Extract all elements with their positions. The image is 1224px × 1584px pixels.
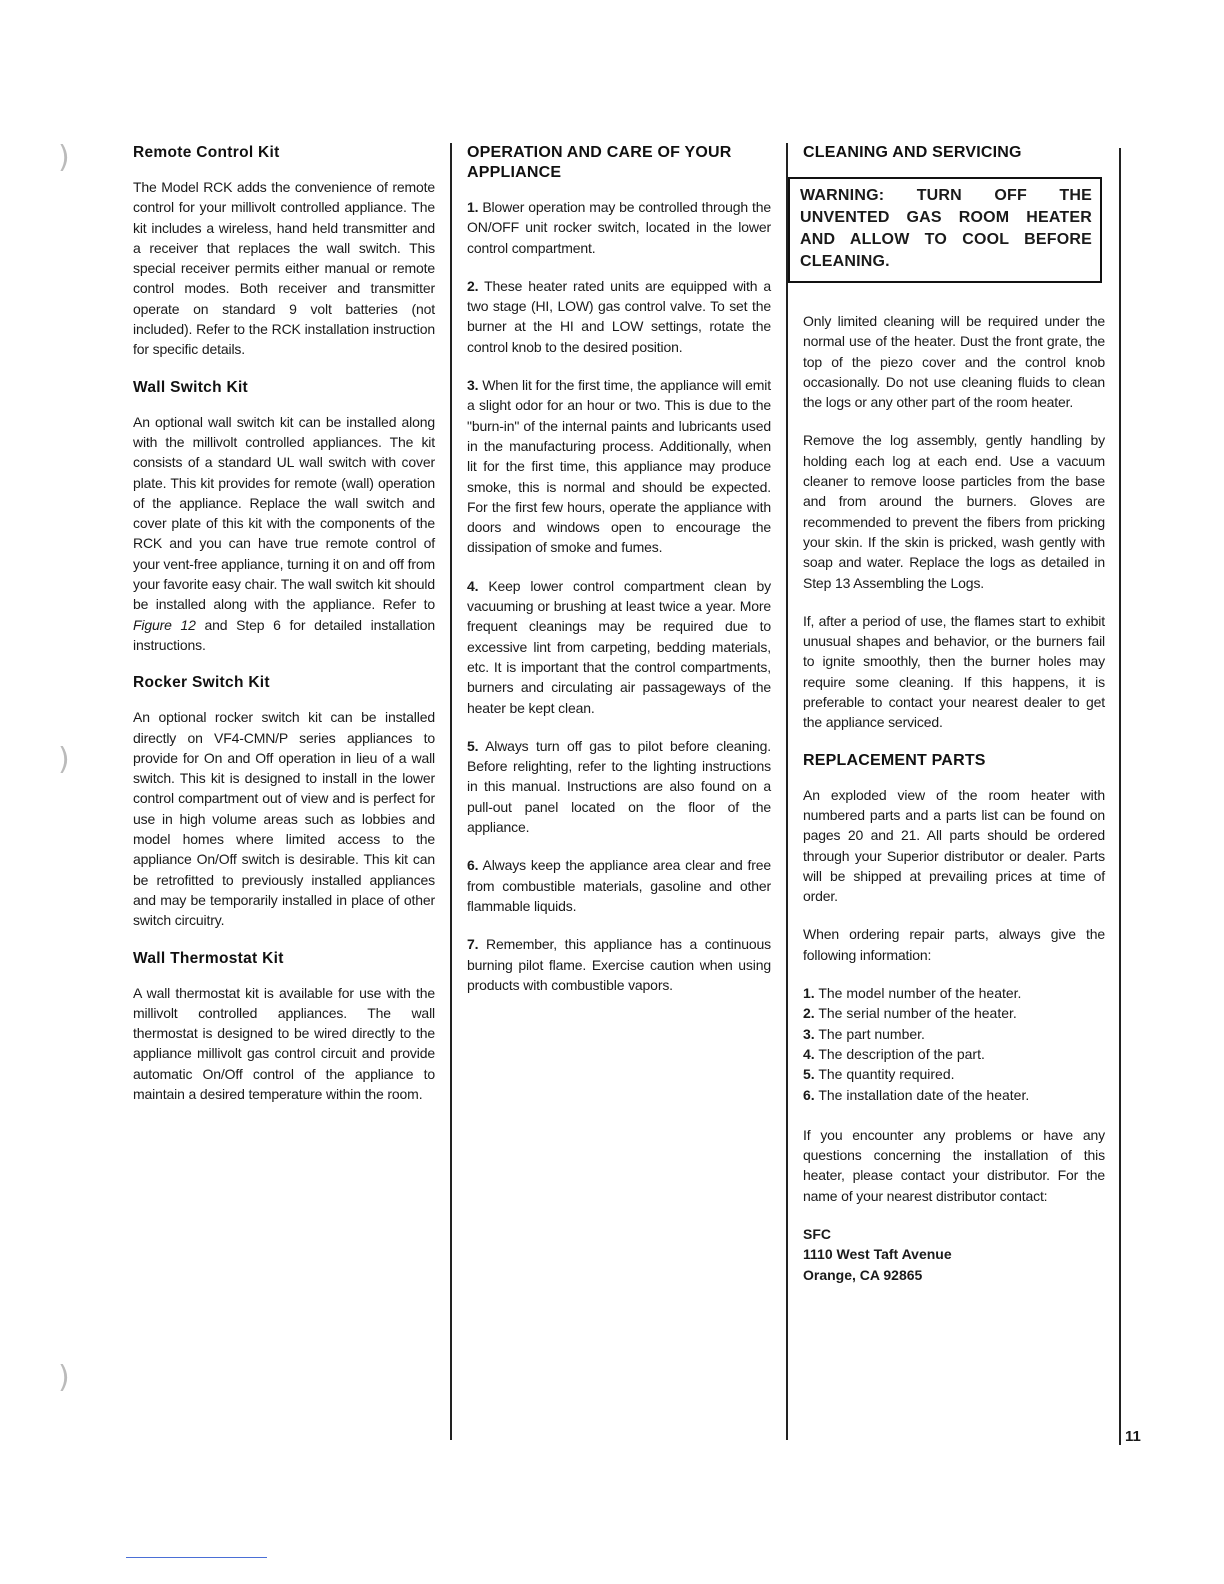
cleaning-para: Remove the log assembly, gently handling by holding each log at each end. Use a vacuum cleaner to remove loose particles from the base and from around the burners. Gloves are recommended to prevent the fibers from pricking your skin. If the skin is pricked, wash gently with soap and water. Replace the logs as detailed in Step 13 Assembling the Logs. bbox=[803, 432, 1105, 591]
remote-control-heading: Remote Control Kit bbox=[133, 144, 280, 161]
list-item: 1. The model number of the heater. bbox=[803, 985, 1022, 1002]
list-item: 3. The part number. bbox=[803, 1025, 925, 1042]
list-item: 6. The installation date of the heater. bbox=[803, 1086, 1030, 1103]
address-city: Orange, CA 92865 bbox=[803, 1266, 923, 1283]
operation-item: 2. These heater rated units are equipped with a two stage (HI, LOW) gas control valve. To set the burner at the HI and LOW settings, rotate the control knob to the desired position. bbox=[467, 277, 771, 355]
operation-item: 5. Always turn off gas to pilot before cleaning. Before relighting, refer to the lighting instructions in this manual. Instructions are also found on a pull-out panel located on the floor of the appliance. bbox=[467, 737, 771, 836]
scan-line bbox=[126, 1557, 267, 1558]
cleaning-servicing-heading: CLEANING AND SERVICING bbox=[803, 144, 1022, 161]
page-number: 11 bbox=[1125, 1428, 1141, 1445]
address-name: SFC bbox=[803, 1225, 831, 1242]
operation-item: 1. Blower operation may be controlled through the ON/OFF unit rocker switch, located in the lower control compartment. bbox=[467, 199, 771, 256]
address-street: 1110 West Taft Avenue bbox=[803, 1246, 952, 1263]
operation-item: 6. Always keep the appliance area clear and free from combustible materials, gasoline and other flammable liquids. bbox=[467, 857, 771, 914]
cleaning-para: Only limited cleaning will be required under the normal use of the heater. Dust the front grate, the top of the piezo cover and the control knob occasionally. Do not use cleaning fluids to clean the logs or any other part of the room heater. bbox=[803, 313, 1105, 411]
column-right bbox=[800, 143, 1105, 1285]
operation-care-heading: OPERATION AND CARE OF YOUR APPLIANCE bbox=[467, 144, 732, 181]
margin-mark: ) bbox=[58, 1360, 70, 1395]
column-rule-2 bbox=[786, 143, 788, 1440]
warning-box: WARNING: TURN OFF THE UNVENTED GAS ROOM HEATER AND ALLOW TO COOL BEFORE CLEANING. bbox=[788, 177, 1102, 283]
list-item: 4. The description of the part. bbox=[803, 1045, 985, 1062]
column-rule-3 bbox=[1119, 148, 1121, 1445]
rocker-switch-body: An optional rocker switch kit can be installed directly on VF4-CMN/P series appliances to provide for On and Off operation in lieu of a wall switch. This kit is designed to install in the lower control compartment out of view and is perfect for use in high volume areas such as lobbies and model homes where limited access to the appliance On/Off switch is desirable. This kit can be retrofitted to previously installed appliances and may be temporarily installed in place of other switch circuitry. bbox=[133, 709, 435, 929]
column-left bbox=[133, 143, 435, 1122]
figure-reference: Figure 12 bbox=[133, 616, 196, 633]
parts-para: An exploded view of the room heater with numbered parts and a parts list can be found on pages 20 and 21. All parts should be ordered through your Superior distributor or dealer. Parts will be shipped at prevailing prices at time of order. bbox=[803, 786, 1105, 905]
wall-switch-heading: Wall Switch Kit bbox=[133, 378, 249, 396]
contact-para: If you encounter any problems or have any questions concerning the installation of this heater, please contact your distributor. For the name of your nearest distributor contact: bbox=[803, 1126, 1105, 1204]
remote-control-body: The Model RCK adds the convenience of remote control for your millivolt controlled appliance. The kit includes a wireless, hand held transmitter and a receiver that replaces the wall switch. This special receiver permits either manual or remote control modes. Both receiver and transmitter operate on standard 9 volt batteries (not included). Refer to the RCK installation instruction for specific details. bbox=[133, 179, 435, 358]
margin-mark: ) bbox=[58, 742, 70, 777]
list-item: 5. The quantity required. bbox=[803, 1066, 955, 1083]
list-item: 2. The serial number of the heater. bbox=[803, 1005, 1017, 1022]
replacement-parts-heading: REPLACEMENT PARTS bbox=[803, 751, 986, 769]
wall-thermostat-body: A wall thermostat kit is available for use with the millivolt controlled appliances. The wall thermostat is designed to be wired directly to the appliance millivolt gas control circuit and provide automatic On/Off control of the appliance to maintain a desired temperature within the room. bbox=[133, 984, 435, 1102]
column-rule-1 bbox=[450, 143, 452, 1440]
operation-item: 4. Keep lower control compartment clean by vacuuming or brushing at least twice a year. More frequent cleanings may be required due to excessive lint from carpeting, bedding materials, etc. It is important that the control compartments, burners and circulating air passageways of the heater be kept clean. bbox=[467, 577, 771, 716]
cleaning-para: If, after a period of use, the flames start to exhibit unusual shapes and behavior, or the burners fail to ignite smoothly, then the burner holes may require some cleaning. If this happens, it is preferable to contact your nearest dealer to get the appliance serviced. bbox=[803, 612, 1105, 731]
distributor-address bbox=[803, 1224, 1105, 1286]
wall-thermostat-heading: Wall Thermostat Kit bbox=[133, 949, 284, 967]
operation-item: 7. Remember, this appliance has a continuous burning pilot flame. Exercise caution when using products with combustible vapors. bbox=[467, 936, 771, 993]
operation-item: 3. When lit for the first time, the appliance will emit a slight odor for an hour or two. This is due to the "burn-in" of the internal paints and lubricants used in the manufacturing process. Additionally, when lit for the first time, this appliance may produce smoke, this is normal and should be expected. For the first few hours, operate the appliance with doors and windows open to encourage the dissipation of smoke and fumes. bbox=[467, 377, 771, 556]
margin-mark: ) bbox=[58, 140, 70, 175]
wall-switch-body: An optional wall switch kit can be installed along with the millivolt controlled appliances. The kit consists of a standard UL wall switch with cover plate. This kit provides for remote (wall) operation of the appliance. Replace the wall switch and cover plate of this kit with the components of the RCK and you can have true remote control of your vent-free appliance, turning it on and off from your favorite easy chair. The wall switch kit should be installed along with the appliance. Refer to Figure 12 and Step 6 for detailed installation instructions. bbox=[133, 413, 436, 653]
parts-para: When ordering repair parts, always give the following information: bbox=[803, 926, 1105, 963]
column-middle bbox=[467, 143, 771, 1013]
rocker-switch-heading: Rocker Switch Kit bbox=[133, 674, 270, 692]
parts-info-list bbox=[803, 983, 1105, 1105]
